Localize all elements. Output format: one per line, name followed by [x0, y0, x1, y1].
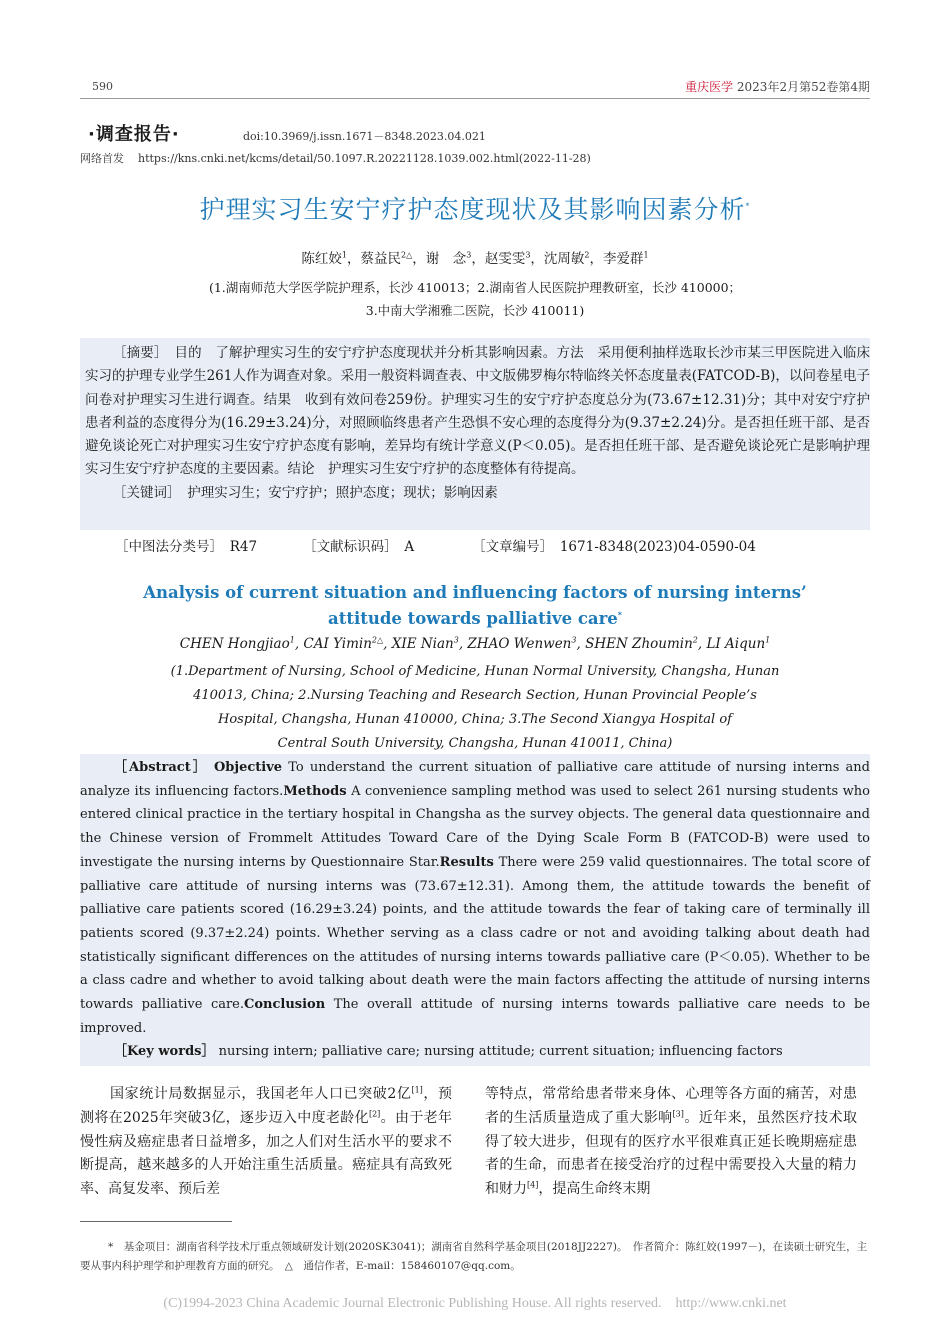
en-affiliation-line: Central South University, Changsha, Hunan 410011, China) — [277, 736, 673, 751]
footnote-rule — [80, 1221, 232, 1222]
body-text: 等特点，常常给患者带来身体、心理等各方面的痛苦，对患者的生活质量造成了重大影响 — [485, 1086, 857, 1126]
author-sup: 2△ — [371, 635, 384, 645]
citation-ref[interactable]: [2] — [368, 1109, 381, 1119]
cn-keywords — [85, 482, 870, 505]
cn-title-text: 护理实习生安宁疗护态度现状及其影响因素分析 — [199, 195, 746, 224]
en-title-line: Analysis of current situation and influencing factors of nursing interns’ — [143, 583, 807, 602]
author-name: 赵雯雯 — [484, 251, 526, 267]
author-name: SHEN Zhoumin — [585, 636, 693, 652]
en-affiliation-line: (1.Department of Nursing, School of Medicine, Hunan Normal University, Changsha, Hunan — [170, 664, 780, 679]
body-text: 。由于老年慢性病及癌症患者日益增多，加之人们对生活水平的要求不断提高，越来越多的人开始注重生活质量。癌症具有高致死率、高复发率、预后差 — [80, 1109, 453, 1198]
en-abstract-paragraph — [80, 756, 870, 1040]
author-sup: 1 — [341, 250, 347, 260]
citation-ref[interactable]: [4] — [527, 1180, 539, 1190]
body-text: 。近年来，虽然医疗技术取得了较大进步，但现有的医疗水平很难真正延长晚期癌症患者的生命，而患者在接受治疗的过程中需要投入大量的精力和财力 — [485, 1109, 858, 1198]
author-name: 李爱群 — [603, 251, 644, 267]
article-no-value: 1671-8348(2023)04-0590-04 — [559, 539, 756, 555]
author-name: CAI Yimin — [303, 636, 372, 652]
online-first — [80, 150, 591, 166]
body-column-left — [80, 1083, 452, 1202]
author-name: LI Aiqun — [706, 636, 766, 652]
body-paragraph — [80, 1083, 452, 1202]
body-text: ，预测将在2025年突破3亿，逐步迈入中度老龄化 — [80, 1086, 453, 1126]
author-sup: 2 — [692, 635, 698, 645]
en-abstract-label: ［Abstract］ — [114, 760, 208, 775]
cn-affiliation-line: 3.中南大学湘雅二医院，长沙 410011) — [365, 303, 585, 318]
cn-title — [0, 190, 950, 226]
en-affiliation-line: Hospital, Changsha, Hunan 410000, China; 3.The Second Xiangya Hospital of — [218, 712, 732, 727]
citation-ref[interactable]: [1] — [411, 1085, 423, 1095]
en-title-mark: * — [617, 609, 622, 620]
page-number: 590 — [92, 80, 113, 93]
footnote-mark: * — [108, 1241, 114, 1253]
methods-label: Methods — [283, 783, 347, 799]
en-keywords — [80, 1040, 870, 1064]
doc-code-value: A — [404, 539, 415, 555]
en-affiliation-line: 410013, China; 2.Nursing Teaching and Research Section, Hunan Provincial People’s — [193, 688, 757, 703]
author-name: 沈周敏 — [543, 251, 585, 267]
online-label: 网络首发 — [80, 152, 124, 165]
en-keywords-text: nursing intern; palliative care; nursing attitude; current situation; influencing factors — [218, 1044, 783, 1060]
footnote — [80, 1238, 870, 1276]
footnote-paragraph — [80, 1238, 870, 1276]
objective-text: To understand the current situation of palliative care attitude of nursing interns and analyze its influencing factors. — [80, 760, 870, 799]
author-name: 蔡益民 — [360, 251, 401, 267]
author-name: 陈红姣 — [301, 251, 342, 267]
author-sup: 3 — [571, 635, 577, 645]
author-sup: 2 — [584, 250, 590, 260]
body-paragraph — [485, 1083, 857, 1202]
cn-abstract-paragraph — [85, 342, 870, 482]
cn-keywords-text: 护理实习生；安宁疗护；照护态度；现状；影响因素 — [187, 484, 498, 501]
clc-label: ［中图法分类号］ — [115, 539, 217, 555]
footnote-fund-text: 基金项目：湖南省科学技术厅重点领域研发计划(2020SK3041)；湖南省自然科学基金项目(2018JJ2227)。 作者简介：陈红姣(1997－)，在读硕士研究生，主要从事内科护理学和护理教育方面的研究。 — [80, 1241, 868, 1272]
author-name: CHEN Hongjiao — [179, 636, 290, 652]
author-sup: 2△ — [400, 250, 413, 260]
classification-row — [115, 535, 756, 555]
cn-abstract — [85, 342, 870, 505]
conclusion-text: The overall attitude of nursing interns towards palliative care needs to be improved. — [80, 997, 870, 1036]
author-sup: 3 — [525, 250, 531, 260]
author-name: ZHAO Wenwen — [467, 636, 572, 652]
cn-keywords-background — [80, 510, 870, 530]
cn-affiliation-line: (1.湖南师范大学医学院护理系，长沙 410013；2.湖南省人民医院护理教研室，长沙 410000； — [208, 280, 742, 295]
copyright-watermark: (C)1994-2023 China Academic Journal Electronic Publishing House. All rights reserved. http://www.cnki.net — [163, 1296, 787, 1311]
journal-issue: 2023年2月第52卷第4期 — [736, 80, 870, 94]
journal-name: 重庆医学 — [685, 80, 734, 94]
body-column-right — [485, 1083, 857, 1202]
citation-ref[interactable]: [3] — [672, 1109, 684, 1119]
en-affiliations — [0, 660, 950, 756]
clc-value: R47 — [229, 539, 258, 555]
en-title-line: attitude towards palliative care — [328, 609, 618, 628]
body-text: ，提高生命终末期 — [538, 1181, 651, 1198]
author-sup: 1 — [289, 635, 295, 645]
author-sup: 3 — [466, 250, 472, 260]
author-name: XIE Nian — [391, 636, 454, 652]
journal-header — [685, 78, 870, 95]
en-abstract — [80, 756, 870, 1064]
methods-text: A convenience sampling method was used to select 261 nursing students who entered clinical practice in the tertiary hospital in Changsha as the survey objects. The general data questionnaire and the Chinese version of Frommelt Attitudes Toward Care of the Dying Scale Form B (FATCOD-B) were used to investigate the nursing interns by Questionnaire Star. — [80, 783, 870, 870]
cn-keywords-label: ［关键词］ — [113, 484, 174, 501]
article-no-label: ［文章编号］ — [472, 539, 547, 555]
results-label: Results — [439, 854, 494, 870]
author-name: 谢 念 — [425, 251, 467, 267]
author-sup: 3 — [453, 635, 459, 645]
author-sup: 1 — [643, 250, 649, 260]
body-text: 国家统计局数据显示，我国老年人口已突破2亿 — [110, 1086, 412, 1102]
en-authors: CHEN Hongjiao$^1$, CAI Yimin$^{2\triangle}$, XIE Nian$^3$, ZHAO Wenwen$^3$, SHEN Zhoumin$^2$, LI Aiqun$^1$ — [179, 635, 771, 652]
en-keywords-label: ［Key words］ — [114, 1044, 215, 1060]
footnote-corr-mark: △ — [284, 1260, 293, 1272]
header-rule — [80, 98, 870, 99]
conclusion-label: Conclusion — [244, 997, 326, 1013]
doi[interactable]: doi:10.3969/j.issn.1671－8348.2023.04.021 — [243, 130, 486, 143]
footnote-corr-text: 通信作者，E-mail：158460107@qq.com。 — [303, 1260, 521, 1272]
section-label: ·调查报告· — [88, 124, 180, 145]
online-url[interactable]: https://kns.cnki.net/kcms/detail/50.1097.R.20221128.1039.002.html(2022-11-28) — [138, 152, 591, 165]
en-title — [0, 580, 950, 632]
cn-abstract-label: ［摘要］ — [113, 345, 161, 361]
cn-affiliations — [0, 276, 950, 322]
author-sup: 1 — [765, 635, 771, 645]
doc-code-label: ［文献标识码］ — [303, 539, 391, 555]
cn-abstract-text: 目的 了解护理实习生的安宁疗护态度现状并分析其影响因素。方法 采用便利抽样选取长沙市某三甲医院进入临床实习的护理专业学生261人作为调查对象。采用一般资料调查表、中文版佛罗梅尔特临终关怀态度量表(FATCOD-B)，以问卷星电子问卷对护理实习生进行调查。结果 收到有效问卷259份。护理实习生的安宁疗护态度总分为(73.67±12.31)分；其中对安宁疗护患者利益的态度得分为(16.29±3.24)分，对照顾临终患者产生恐惧不安心理的态度得分为(9.37±2.24)分。是否担任班干部、是否避免谈论死亡对护理实习生安宁疗护态度有影响，差异均有统计学意义(P＜0.05)。是否担任班干部、是否避免谈论死亡是影响护理实习生安宁疗护态度的主要因素。结论 护理实习生安宁疗护的态度整体有待提高。 — [85, 345, 871, 478]
cn-authors: 陈红姣$^1$，蔡益民$^{2\triangle}$，谢 念$^3$，赵雯雯$^3$，沈周敏$^2$，李爱群$^1$ — [301, 250, 649, 267]
objective-label: Objective — [213, 760, 283, 775]
cn-title-mark: * — [745, 201, 751, 211]
results-text: There were 259 valid questionnaires. The total score of palliative care attitude of nursing interns was (73.67±12.31). Among them, the attitude towards the benefit of palliative care patients scored (16.29±3.24) points, and the attitude towards the fear of taking care of terminally ill patients scored (9.37±2.24) points. Whether serving as a class cadre or not and avoiding talking about death had statistically significant differences on the attitudes of nursing interns towards palliative care (P＜0.05). Whether to be a class cadre and whether to avoid talking about death were the main factors affecting the attitude of nursing interns towards palliative care. — [80, 854, 870, 1013]
